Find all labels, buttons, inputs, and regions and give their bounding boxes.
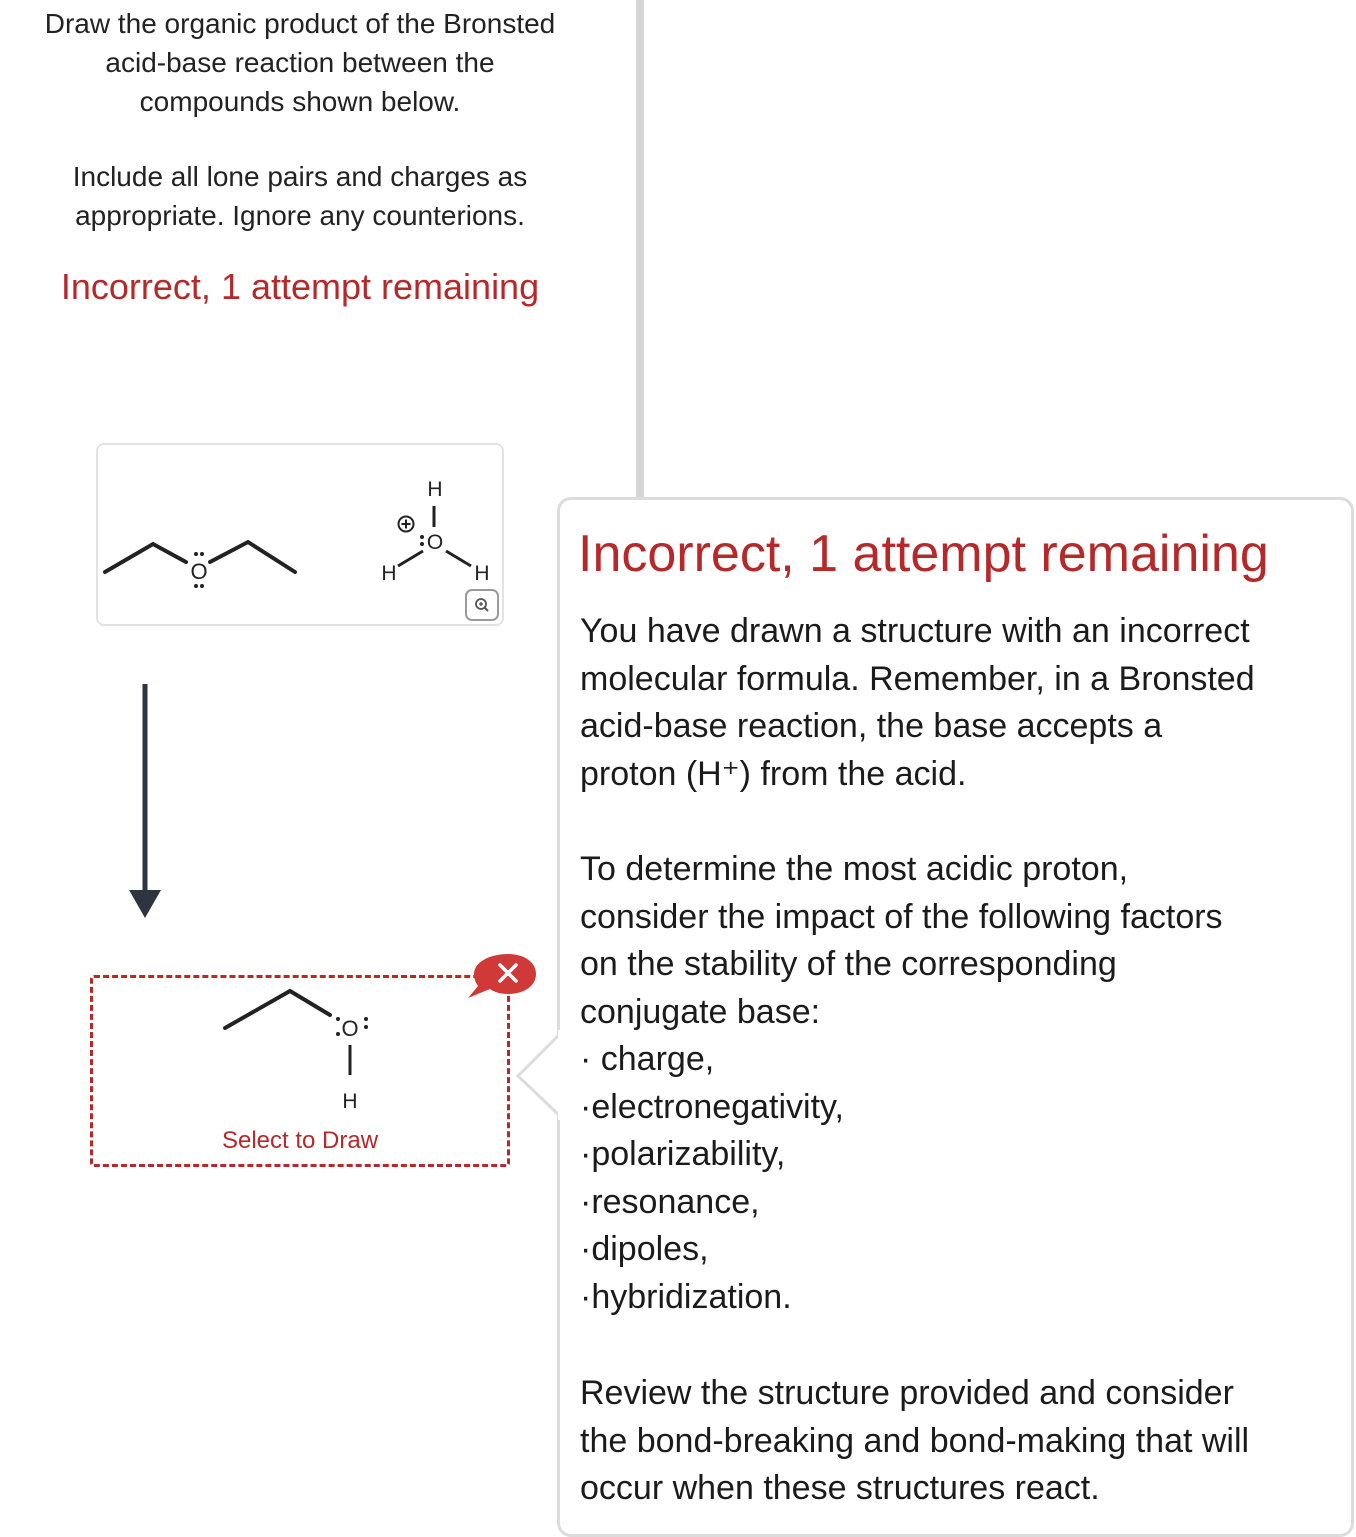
factor-list-item: · charge, — [580, 1040, 715, 1078]
feedback-line: To determine the most acidic proton, — [580, 850, 1129, 888]
attempt-status: Incorrect, 1 attempt remaining — [60, 266, 540, 307]
feedback-line: proton (H⁺) from the acid. — [580, 754, 967, 793]
question-line: compounds shown below. — [139, 86, 461, 117]
reactants-structures — [96, 443, 500, 622]
hydronium-h-right: H — [474, 562, 490, 585]
feedback-line: conjugate base: — [580, 992, 821, 1031]
hydronium-bond-right — [446, 551, 471, 566]
hydronium-h-left: H — [381, 562, 397, 585]
feedback-line: You have drawn a structure with an incorrect — [580, 612, 1250, 650]
ether-oxygen-label: O — [190, 559, 208, 584]
feedback-paragraph-2 — [580, 846, 1223, 1321]
feedback-line: Review the structure provided and consider — [580, 1374, 1234, 1412]
feedback-title: Incorrect, 1 attempt remaining — [578, 525, 1269, 583]
zoom-button[interactable] — [465, 589, 499, 621]
question-line: Draw the organic product of the Bronsted — [44, 8, 556, 39]
factor-list-item: ·polarizability, — [580, 1135, 786, 1173]
hydronium-oxygen-label: O — [426, 531, 444, 554]
feedback-line: occur when these structures react. — [580, 1469, 1100, 1507]
factor-list-item: ·electronegativity, — [580, 1087, 844, 1126]
feedback-line: consider the impact of the following factors — [580, 897, 1223, 936]
positive-charge-icon — [399, 517, 414, 532]
feedback-line: on the stability of the corresponding — [580, 945, 1117, 983]
question-instructions — [0, 4, 600, 121]
question-line: appropriate. Ignore any counterions. — [75, 200, 525, 231]
question-notes — [0, 157, 600, 235]
factor-list-item: ·dipoles, — [580, 1230, 709, 1268]
reaction-arrow-icon — [125, 680, 165, 924]
feedback-paragraph-1 — [580, 608, 1255, 798]
answer-ethyl-chain — [225, 991, 330, 1028]
zoom-icon — [467, 591, 497, 619]
hydronium-bond-left — [398, 551, 423, 566]
feedback-line: the bond-breaking and bond-making that will — [580, 1421, 1250, 1460]
feedback-paragraph-3 — [580, 1370, 1249, 1513]
answer-h-label: H — [342, 1090, 358, 1113]
hydronium-h-top: H — [427, 478, 443, 501]
select-to-draw-link[interactable]: Select to Draw — [221, 1127, 379, 1154]
question-line: acid-base reaction between the — [105, 47, 495, 78]
factor-list-item: ·resonance, — [580, 1182, 760, 1221]
factor-list-item: ·hybridization. — [580, 1277, 792, 1316]
feedback-line: acid-base reaction, the base accepts a — [580, 707, 1163, 745]
feedback-line: molecular formula. Remember, in a Bronsted — [580, 659, 1255, 698]
question-line: Include all lone pairs and charges as — [72, 161, 528, 192]
answer-oxygen-label: O — [341, 1016, 359, 1041]
answer-structure — [90, 975, 510, 1125]
error-close-button[interactable] — [466, 950, 542, 1002]
hydronium-lone-pair — [420, 535, 424, 546]
feedback-pointer — [514, 1030, 562, 1120]
panel-divider — [636, 0, 644, 500]
